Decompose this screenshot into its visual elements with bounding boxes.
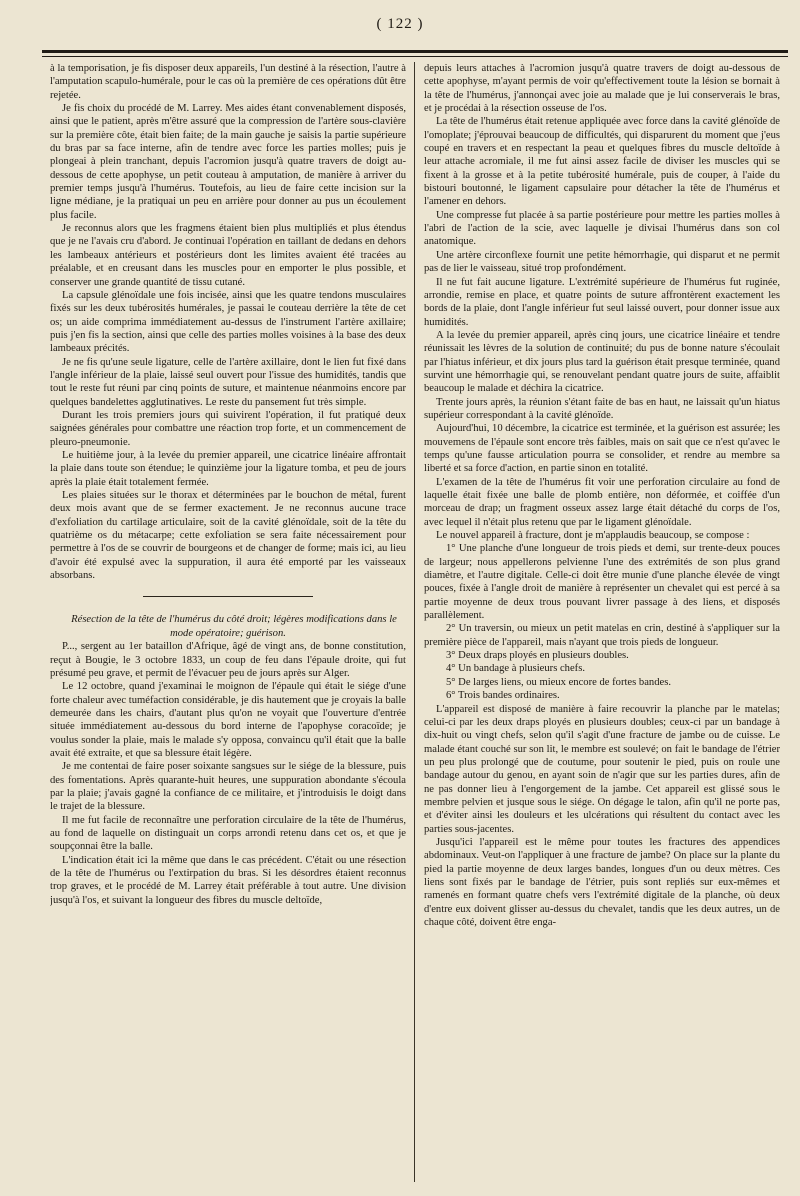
paragraph: Il ne fut fait aucune ligature. L'extrémité supérieure de l'humérus fut ruginée, arrondie, remise en place, et quatre points de suture affrontèrent exactement les bords de la plaie, dont l'angle inférieur fut seul laissé ouvert, pour donner issue aux humidités. — [424, 276, 780, 328]
paragraph: L'examen de la tête de l'humérus fit voir une perforation circulaire au fond de laquelle était fixée une balle de plomb entière, non déformée, et coiffée d'un morceau de drap; un fragment osseux assez large était détaché du corps de l'os, avec lequel il n'était plus retenu que par le ligament glénoïdale. — [424, 476, 780, 528]
paragraph: L'indication était ici la même que dans le cas précédent. C'était ou une résection de la tête de l'humérus ou l'extirpation du bras. Si les désordres étaient reconnus trop graves, et le procédé de M. Larrey était préférable à tout autre. Une division jusqu'à l'os, et suivant la longueur des fibres du muscle deltoïde, — [50, 854, 406, 906]
paragraph: Il me fut facile de reconnaître une perforation circulaire de la tête de l'humérus, au fond de laquelle on distinguait un corps arrondi retenu dans cet os, et que je soupçonnai être la balle. — [50, 814, 406, 853]
paragraph: à la temporisation, je fis disposer deux appareils, l'un destiné à la résection, l'autre à l'amputation scapulo-humérale, pour le cas où la première de ces opérations dût être rejetée. — [50, 63, 406, 101]
paragraph: depuis leurs attaches à l'acromion jusqu'à quatre travers de doigt au-dessous de cette apophyse, m'ayant permis de voir qu'effectivement toute la lésion se bornait à la tête de l'humérus, j'annonçai avec joie au malade que je lui conserverais le bras, et je procédai à la résection osseuse de l'os. — [424, 63, 780, 115]
right-column — [424, 62, 780, 1186]
paragraph: Les plaies situées sur le thorax et déterminées par le bouchon de métal, furent deux mois avant que de se fermer exactement. Je ne reconnus aucune trace d'exfoliation du cartilage articulaire, soit de la cavité glénoïdale, soit de la tête du quatrième os du métacarpe; cette exfoliation se sera faite nécessairement pour permettre à l'os de se couvrir de bourgeons et de changer de forme; mais ici, au lieu d'avoir été expulsé avec la suppuration, il aura été emporté par les vaisseaux absorbans. — [50, 490, 406, 582]
paragraph: L'appareil est disposé de manière à faire recouvrir la planche par le matelas; celui-ci par les deux draps ployés en plusieurs doubles; ceux-ci par un bandage à dix-huit ou vingt chefs, selon qu'il s'agit d'une fracture de jambe ou de cuisse. Le malade étant couché sur son lit, le membre est soulevé; on fait le bandage de l'étrier un peu plus prolongé que de coutume, pour soutenir le pied, puis on roule une bandage autour du genou, en ayant soin de n'agir que sur les parties dures, afin de ne pas donner lieu à l'engorgement de la jambe. Cet appareil est glissé sous le membre pelvien et jusque sous le siége. On dégage le talon, afin qu'il ne porte pas, et d'éviter ainsi les douleurs et les ulcérations qui résultent du contact avec les parties sous-jacentes. — [424, 703, 780, 835]
left-column — [50, 62, 406, 1186]
paragraph: A la levée du premier appareil, après cinq jours, une cicatrice linéaire et tendre réunissait les lèvres de la solution de continuité; du pus de bonne nature s'écoulait par l'hiatus inférieur, et dix jours plus tard la guérison était presque terminée, quand survint une hémorrhagie qui, se renouvelant pendant quatre jours de suite, affaiblit beaucoup le malade et déchira la cicatrice. — [424, 329, 780, 395]
paragraph: Aujourd'hui, 10 décembre, la cicatrice est terminée, et la guérison est assurée; les mouvemens de l'épaule sont encore très faibles, mais on sait que ce n'est qu'avec le temps qu'une fausse articulation pourra se consolider, et rendre au membre sa liberté et sa force d'action, en partie sinon en totalité. — [424, 423, 780, 475]
list-item: 4° Un bandage à plusieurs chefs. — [446, 663, 585, 675]
paragraph: Le 12 octobre, quand j'examinai le moignon de l'épaule qui était le siége d'une forte chaleur avec tuméfaction considérable, je dis hautement que je croyais la balle demeurée dans les chairs, d'autant plus qu'on ne voyait que l'ouverture d'entrée située immédiatement au-dessous du bord interne de l'apophyse coracoïde; je voulus sonder la plaie, mais le malade s'y opposa, convaincu qu'il était que la balle avait été extraite, et que sa blessure était légère. — [50, 681, 406, 759]
paragraph: Une compresse fut placée à sa partie postérieure pour mettre les parties molles à l'abri de l'action de la scie, avec laquelle je divisai l'humérus dans son col anatomique. — [424, 209, 780, 248]
paragraph: Jusqu'ici l'appareil est le même pour toutes les fractures des appendices abdominaux. Veut-on l'appliquer à une fracture de jambe? On place sur la plante du pied la partie moyenne de deux larges bandes, longues d'un ou deux mètres. Ces liens sont fixés par le bandage de l'étrier, puis sont repliés sur eux-mêmes et ramenés en formant quatre chefs vers l'extrémité digitale de la planche, où deux d'entre eux doivent glisser au-dessus du chevalet, tandis que les deux autres, un de chaque côté, doivent être enga- — [424, 836, 780, 928]
paragraph: Durant les trois premiers jours qui suivirent l'opération, il fut pratiqué deux saignées générales pour combattre une réaction trop forte, et un commencement de pleuro-pneumonie. — [50, 409, 406, 448]
list-item: 2° Un traversin, ou mieux un petit matelas en crin, destiné à s'appliquer sur la première pièce de l'appareil, mais n'ayant que trois pieds de longueur. — [424, 623, 780, 648]
paragraph: Je me contentai de faire poser soixante sangsues sur le siége de la blessure, puis des fomentations. Après quarante-huit heures, une suppuration abondante s'écoula par la plaie; j'avais gagné la confiance de ce militaire, et j'introduisis le doigt dans le trajet de la blessure. — [50, 761, 406, 813]
paragraph: Je fis choix du procédé de M. Larrey. Mes aides étant convenablement disposés, ainsi que le patient, après m'être assuré que la compression de l'artère sous-clavière sur la première côte, était bien faite; de la main gauche je saisis la partie supérieure du bras par sa face interne, afin de tendre avec force les parties molles; puis je plongeai à plein tranchant, depuis l'acromion jusqu'à quatre travers de doigt au-dessous de cette apophyse, un petit couteau à amputation, de manière à arriver du premier temps jusqu'à l'humérus. Toutefois, au lieu de faire cette incision sur la ligne médiane, je la pratiquai un peu en arrière pour donner au pus un écoulement plus facile. — [50, 103, 406, 221]
paragraph: P..., sergent au 1er bataillon d'Afrique, âgé de vingt ans, de bonne constitution, reçut à Bougie, le 3 octobre 1833, un coup de feu dans l'épaule droite, qui fut présumé peu grave, et permit de l'évacuer peu de jours après sur Alger. — [50, 641, 406, 679]
section-separator — [143, 596, 313, 597]
list-item: 1° Une planche d'une longueur de trois pieds et demi, sur trente-deux pouces de largeur; nous appellerons pelvienne l'une des extrémités de son plus grand diamètre, et l'autre digitale. Celle-ci doit être munie d'une planche élevée de vingt pouces, fixée à l'angle droit de manière à représenter un chevalet qui est percé à sa partie moyenne de deux trous pouvant livrer passage à des liens, et disposés parallèlement. — [424, 543, 780, 622]
list-item: 6° Trois bandes ordinaires. — [446, 690, 560, 702]
paragraph: Trente jours après, la réunion s'étant faite de bas en haut, ne laissait qu'un hiatus supérieur correspondant à la cavité glénoïde. — [424, 396, 780, 421]
header-rule-thin — [42, 56, 788, 57]
column-divider — [414, 62, 415, 1182]
paragraph: Une artère circonflexe fournit une petite hémorrhagie, qui disparut et ne permit pas de lier le vaisseau, situé trop profondément. — [424, 249, 780, 275]
paragraph: Je ne fis qu'une seule ligature, celle de l'artère axillaire, dont le lien fut fixé dans l'angle inférieur de la plaie, laissé seul ouvert pour l'issue des humidités, tandis que tout le reste fut réuni par cinq points de suture, et maintenue néanmoins encore par quelques bandelettes agglutinatives. Le reste du pansement fut très simple. — [50, 356, 406, 408]
paragraph: La capsule glénoïdale une fois incisée, ainsi que les quatre tendons musculaires fixés sur les deux tubérosités humérales, je passai le couteau derrière la tête de cet os; un aide comprima immédiatement au-dessus de l'instrument l'artère axillaire; puis j'en fis la section, ainsi que celle des parties molles voisines à la base des deux lambeaux précités. — [50, 289, 406, 355]
page-number: ( 122 ) — [376, 16, 424, 32]
list-item: 5° De larges liens, ou mieux encore de fortes bandes. — [446, 676, 671, 688]
list-item: 3° Deux draps ployés en plusieurs doubles. — [446, 650, 629, 662]
paragraph: La tête de l'humérus était retenue appliquée avec force dans la cavité glénoïde de l'omoplate; j'éprouvai beaucoup de difficultés, qui disparurent du moment que j'eus coupé en travers et en respectant la peau et quelques fibres du muscle deltoïde à leur attache acromiale, il me fut ainsi assez facile de diviser les muscles qui se fixent à la grosse et à la petite tubérosité humérale, puis de couper, à l'aide du bistouri boutonné, le ligament capsulaire pour détacher la tête de l'humérus et l'amener en dehors. — [424, 116, 780, 208]
paragraph: Le nouvel appareil à fracture, dont je m'applaudis beaucoup, se compose : — [436, 530, 750, 542]
section-heading: Résection de la tête de l'humérus du côté droit; légères modifications dans le mode opératoire; guérison. — [71, 614, 397, 639]
header-rule-thick — [42, 50, 788, 53]
paragraph: Je reconnus alors que les fragmens étaient bien plus multipliés et plus étendus que je ne l'avais cru d'abord. Je continuai l'opération en taillant de dedans en dehors les lambeaux antérieurs et postérieurs dont les limites avaient été tracées au préalable, et en creusant dans les muscles pour en emporter le plus possible, et conserver une grande quantité de tissu cutané. — [50, 223, 406, 288]
paragraph: Le huitième jour, à la levée du premier appareil, une cicatrice linéaire affrontait la plaie dans toute son étendue; le quinzième jour la ligature tomba, et peu de jours après la plaie était totalement fermée. — [50, 449, 406, 488]
